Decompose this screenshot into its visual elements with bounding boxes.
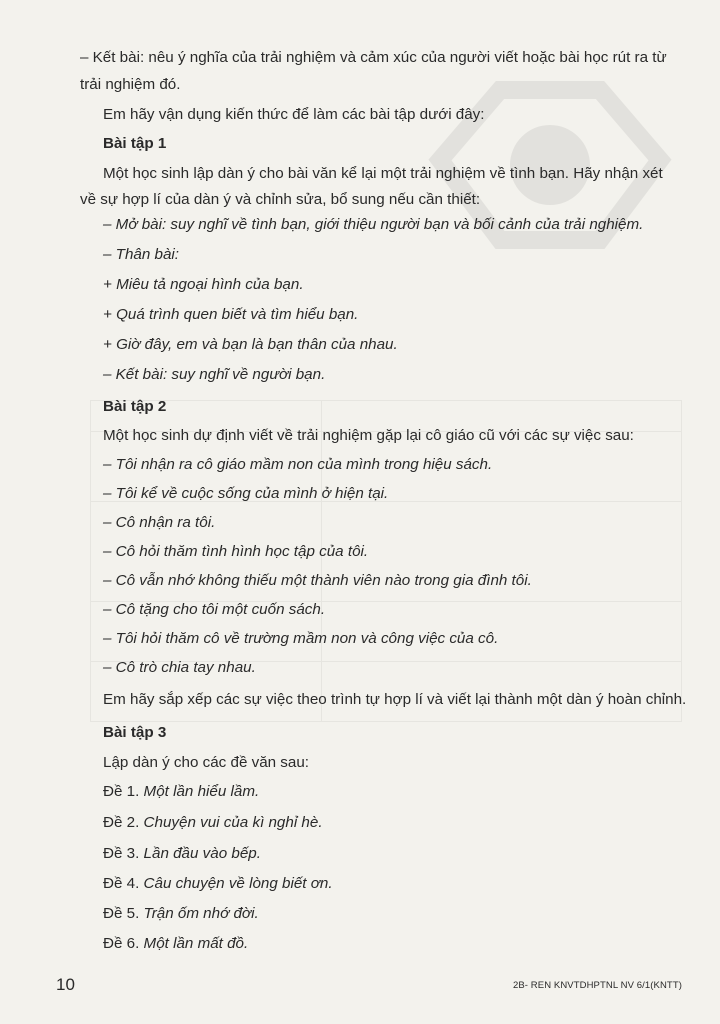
topic-6-label: Đề 6. xyxy=(103,935,140,952)
exercise-1-item-1: – Mở bài: suy nghĩ về tình bạn, giới thiệu người bạn và bối cảnh của trải nghiệm. xyxy=(103,216,644,233)
topic-2 xyxy=(103,813,680,833)
exercise-1-heading: Bài tập 1 xyxy=(103,135,167,152)
exercise-3-prompt: Lập dàn ý cho các đề văn sau: xyxy=(103,754,310,771)
exercise-2-item-1: – Tôi nhận ra cô giáo mầm non của mình trong hiệu sách. xyxy=(103,456,493,473)
exercise-3-heading: Bài tập 3 xyxy=(103,724,167,741)
exercise-2-item-3: – Cô nhận ra tôi. xyxy=(103,514,216,531)
topic-4-title: Câu chuyện về lòng biết ơn. xyxy=(143,875,333,892)
exercise-1-item-3: + Miêu tả ngoại hình của bạn. xyxy=(103,276,304,293)
exercise-2-item-6: – Cô tặng cho tôi một cuốn sách. xyxy=(103,601,326,618)
exercise-2-item-8: – Cô trò chia tay nhau. xyxy=(103,659,256,676)
topic-2-label: Đề 2. xyxy=(103,814,140,831)
topic-1-title: Một lần hiểu lầm. xyxy=(143,783,260,800)
topic-4 xyxy=(103,874,680,894)
exercise-1-item-4: + Quá trình quen biết và tìm hiểu bạn. xyxy=(103,306,359,323)
topic-5-title: Trận ốm nhớ đời. xyxy=(143,905,259,922)
exercise-2-prompt: Một học sinh dự định viết về trải nghiệm gặp lại cô giáo cũ với các sự việc sau: xyxy=(103,427,634,444)
topic-1-label: Đề 1. xyxy=(103,783,140,800)
intro-instruction: Em hãy vận dụng kiến thức để làm các bài tập dưới đây: xyxy=(103,106,485,123)
topic-3-title: Lần đầu vào bếp. xyxy=(143,845,261,862)
topic-6 xyxy=(103,934,680,954)
topic-3 xyxy=(103,844,680,864)
exercise-1-item-2: – Thân bài: xyxy=(103,246,179,263)
topic-3-label: Đề 3. xyxy=(103,845,140,862)
topic-5 xyxy=(103,904,680,924)
page-number: 10 xyxy=(56,975,75,994)
exercise-2-item-7: – Tôi hỏi thăm cô về trường mầm non và công việc của cô. xyxy=(103,630,499,647)
exercise-1-item-5: + Giờ đây, em và bạn là bạn thân của nhau. xyxy=(103,336,398,353)
topic-4-label: Đề 4. xyxy=(103,875,140,892)
topic-2-title: Chuyện vui của kì nghỉ hè. xyxy=(143,814,323,831)
exercise-2-item-5: – Cô vẫn nhớ không thiếu một thành viên nào trong gia đình tôi. xyxy=(103,572,532,589)
exercise-2-item-4: – Cô hỏi thăm tình hình học tập của tôi. xyxy=(103,543,369,560)
intro-line-1: – Kết bài: nêu ý nghĩa của trải nghiệm và cảm xúc của người viết hoặc bài học rút ra từ xyxy=(80,49,667,66)
exercise-2-task: Em hãy sắp xếp các sự việc theo trình tự hợp lí và viết lại thành một dàn ý hoàn chỉnh. xyxy=(103,691,687,708)
topic-1 xyxy=(103,782,680,802)
exercise-2-heading: Bài tập 2 xyxy=(103,398,167,415)
topic-5-label: Đề 5. xyxy=(103,905,140,922)
exercise-1-prompt: Một học sinh lập dàn ý cho bài văn kể lại một trải nghiệm về tình bạn. Hãy nhận xét về sự hợp lí của dàn ý và chỉnh sửa, bổ sung nếu cần thiết: xyxy=(80,165,663,208)
exercise-2-item-2: – Tôi kể về cuộc sống của mình ở hiện tại. xyxy=(103,485,389,502)
footer-code: 2B- REN KNVTDHPTNL NV 6/1(KNTT) xyxy=(512,980,682,991)
intro-line-2: trải nghiệm đó. xyxy=(80,76,181,93)
topic-6-title: Một lần mất đồ. xyxy=(143,935,249,952)
exercise-1-item-6: – Kết bài: suy nghĩ về người bạn. xyxy=(103,366,326,383)
